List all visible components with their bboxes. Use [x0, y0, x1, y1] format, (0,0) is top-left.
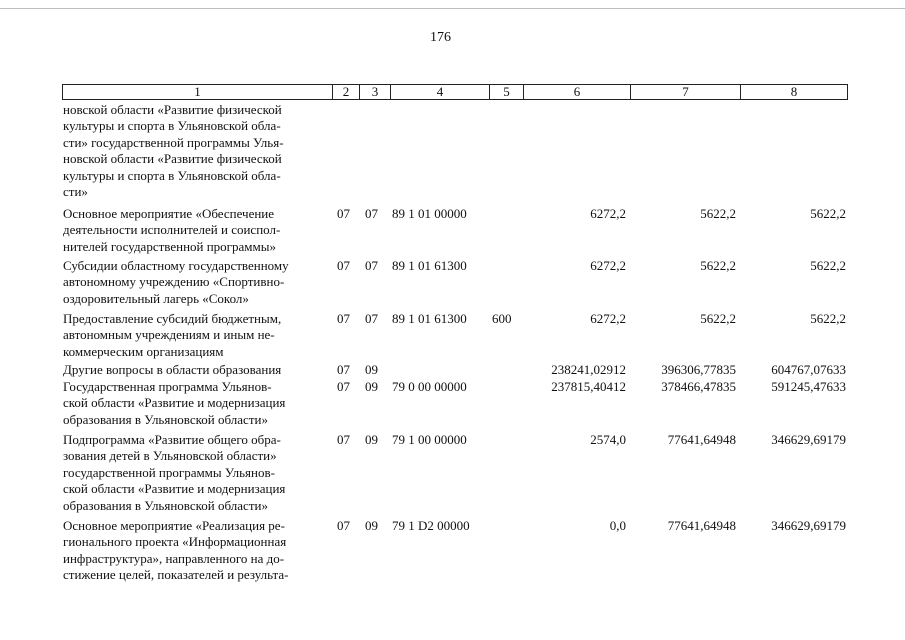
- row-amount-col-7: 378466,47835: [661, 379, 736, 394]
- row-amount-col-6: 6272,2: [590, 206, 626, 221]
- row-description: Подпрограмма «Развитие общего обра- зования детей в Ульяновской области» государственной программы Ульянов- ской области «Развитие и модернизация образования в Ульяновской области»: [63, 432, 286, 513]
- page-top-rule: [0, 8, 905, 9]
- row-amount-col-8: 5622,2: [810, 258, 846, 273]
- row-amount-col-7: 5622,2: [700, 311, 736, 326]
- row-description: Другие вопросы в области образования: [63, 362, 282, 377]
- row-description: Субсидии областному государственному автономному учреждению «Спортивно- оздоровительный лагерь «Сокол»: [63, 258, 289, 306]
- row-section-code: 07: [337, 432, 350, 447]
- row-description: Государственная программа Ульянов- ской области «Развитие и модернизация образования в Ульяновской области»: [63, 379, 286, 427]
- row-subsection-code: 09: [365, 518, 378, 533]
- row-amount-col-8: 346629,69179: [771, 432, 846, 447]
- row-section-code: 07: [337, 258, 350, 273]
- row-amount-col-8: 346629,69179: [771, 518, 846, 533]
- header-col-7: 7: [631, 85, 741, 99]
- row-section-code: 07: [337, 518, 350, 533]
- row-amount-col-6: 237815,40412: [551, 379, 626, 394]
- row-description: новской области «Развитие физической культуры и спорта в Ульяновской обла- сти» государственной программы Улья- новской области «Развитие физической культуры и спорта в Ульяновской обла- сти»: [63, 102, 284, 200]
- row-target-code: 79 0 00 00000: [392, 379, 467, 394]
- row-amount-col-6: 0,0: [609, 518, 626, 533]
- row-amount-col-6: 6272,2: [590, 258, 626, 273]
- row-subsection-code: 07: [365, 258, 378, 273]
- row-amount-col-6: 2574,0: [590, 432, 626, 447]
- row-amount-col-8: 5622,2: [810, 206, 846, 221]
- row-amount-col-7: 5622,2: [700, 206, 736, 221]
- row-section-code: 07: [337, 362, 350, 377]
- page-number: 176: [430, 30, 451, 45]
- row-section-code: 07: [337, 379, 350, 394]
- header-col-5: 5: [490, 85, 524, 99]
- row-subsection-code: 09: [365, 379, 378, 394]
- row-section-code: 07: [337, 311, 350, 326]
- row-target-code: 79 1 D2 00000: [392, 518, 470, 533]
- header-col-8: 8: [790, 84, 798, 99]
- row-amount-col-7: 5622,2: [700, 258, 736, 273]
- row-subsection-code: 09: [365, 362, 378, 377]
- row-target-code: 89 1 01 61300: [392, 258, 467, 273]
- row-target-code: 79 1 00 00000: [392, 432, 467, 447]
- row-amount-col-6: 6272,2: [590, 311, 626, 326]
- table-header-row: [62, 84, 848, 100]
- row-expense-type: 600: [492, 311, 512, 326]
- header-col-1: 1: [63, 85, 333, 99]
- header-col-2: 2: [333, 85, 360, 99]
- header-col-6: 6: [524, 85, 631, 99]
- row-description: Основное мероприятие «Реализация ре- гионального проекта «Информационная инфраструктура», направленного на до- стижение целей, показателей и результа-: [63, 518, 289, 583]
- header-col-4: 4: [391, 85, 490, 99]
- row-target-code: 89 1 01 61300: [392, 311, 467, 326]
- row-subsection-code: 07: [365, 206, 378, 221]
- row-amount-col-7: 77641,64948: [667, 432, 736, 447]
- row-target-code: 89 1 01 00000: [392, 206, 467, 221]
- row-amount-col-8: 591245,47633: [771, 379, 846, 394]
- row-amount-col-7: 396306,77835: [661, 362, 736, 377]
- header-col-3: 3: [360, 85, 391, 99]
- row-section-code: 07: [337, 206, 350, 221]
- row-amount-col-8: 5622,2: [810, 311, 846, 326]
- row-amount-col-6: 238241,02912: [551, 362, 626, 377]
- row-description: Основное мероприятие «Обеспечение деятельности исполнителей и соиспол- нителей государственной программы»: [63, 206, 281, 254]
- row-subsection-code: 09: [365, 432, 378, 447]
- row-subsection-code: 07: [365, 311, 378, 326]
- row-amount-col-8: 604767,07633: [771, 362, 846, 377]
- row-amount-col-7: 77641,64948: [667, 518, 736, 533]
- row-description: Предоставление субсидий бюджетным, автономным учреждениям и иным не- коммерческим организациям: [63, 311, 282, 359]
